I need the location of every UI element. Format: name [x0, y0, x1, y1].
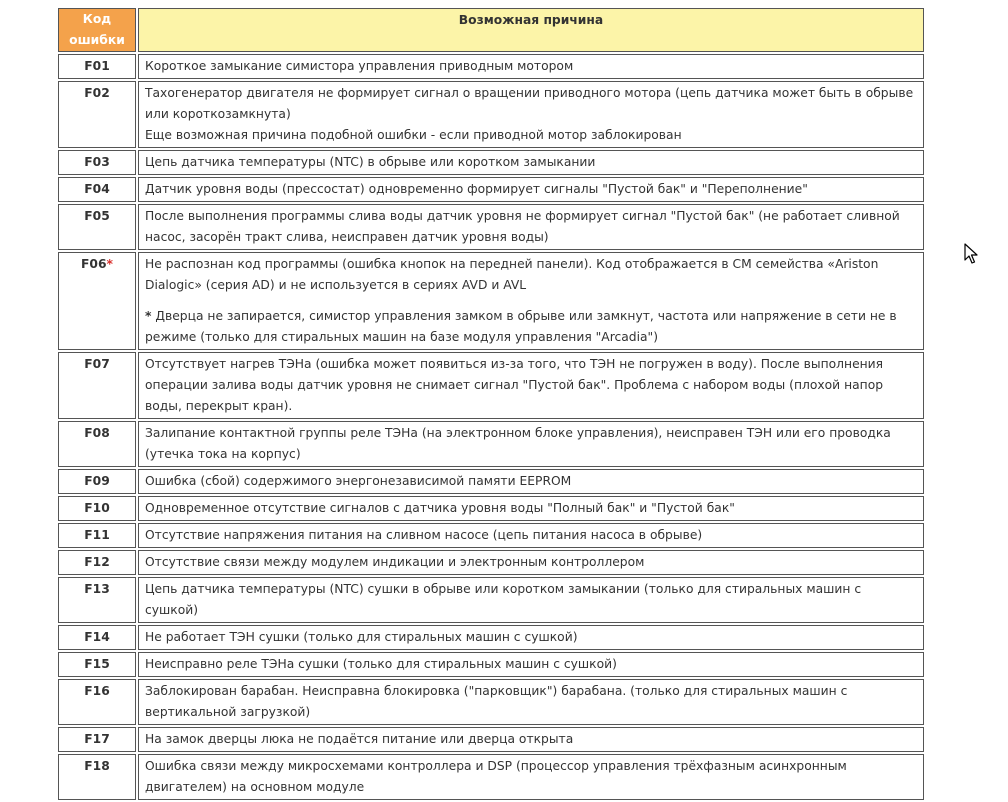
cause-column-header: Возможная причина [138, 8, 924, 52]
table-row [58, 421, 924, 467]
error-code-cell [58, 577, 136, 623]
table-row [58, 352, 924, 419]
footnote-marker: * [145, 309, 152, 323]
table-row [58, 177, 924, 202]
table-body [58, 54, 924, 800]
code-header-line1: Код [82, 12, 112, 26]
cause-text: Не работает ТЭН сушки (только для стиральных машин с сушкой) [145, 630, 578, 644]
cause-text: Отсутствует нагрев ТЭНа (ошибка может появиться из-за того, что ТЭН не погружен в воду). После выполнения операции залива воды датчик уровня не снимает сигнал "Пустой бак". Проблема с набором воды (плохой напор воды, перекрыт кран). [145, 357, 884, 413]
error-code: F02 [84, 86, 110, 100]
error-code-cell [58, 204, 136, 250]
footnote-star: * [106, 257, 113, 271]
error-code-cell [58, 177, 136, 202]
error-cause-cell [138, 577, 924, 623]
table-row [58, 754, 924, 800]
footnote-body: Дверца не запирается, симистор управления замком в обрыве или замкнут, частота или напряжение в сети не в режиме (только для стиральных машин на базе модуля управления "Arcadia") [145, 309, 897, 344]
error-code: F09 [84, 474, 110, 488]
error-cause-cell [138, 496, 924, 521]
error-code-cell [58, 550, 136, 575]
error-code-cell [58, 679, 136, 725]
table-row [58, 496, 924, 521]
error-code-cell [58, 252, 136, 350]
cause-text: Одновременное отсутствие сигналов с датчика уровня воды "Полный бак" и "Пустой бак" [145, 501, 735, 515]
error-code: F10 [84, 501, 110, 515]
error-cause-cell [138, 652, 924, 677]
error-code: F04 [84, 182, 110, 196]
cause-text: Цепь датчика температуры (NTC) сушки в обрыве или коротком замыкании (только для стиральных машин с сушкой) [145, 582, 862, 617]
error-code-cell [58, 150, 136, 175]
error-code-cell [58, 727, 136, 752]
cause-text: Неисправно реле ТЭНа сушки (только для стиральных машин с сушкой) [145, 657, 617, 671]
error-code: F05 [84, 209, 110, 223]
error-code-cell [58, 421, 136, 467]
error-cause-cell [138, 177, 924, 202]
error-code-cell [58, 754, 136, 800]
error-code-cell [58, 352, 136, 419]
error-code-cell [58, 81, 136, 148]
error-code: F15 [84, 657, 110, 671]
error-cause-cell [138, 81, 924, 148]
table-row [58, 204, 924, 250]
error-code: F18 [84, 759, 110, 773]
error-code: F16 [84, 684, 110, 698]
cause-text: Ошибка (сбой) содержимого энергонезависимой памяти EEPROM [145, 474, 572, 488]
table-row [58, 577, 924, 623]
cause-text: Тахогенератор двигателя не формирует сигнал о вращении приводного мотора (цепь датчика может быть в обрыве или короткозамкнута) [145, 86, 914, 121]
table-row [58, 679, 924, 725]
cause-text: Короткое замыкание симистора управления приводным мотором [145, 59, 574, 73]
table-row [58, 727, 924, 752]
error-cause-cell [138, 150, 924, 175]
error-cause-cell [138, 625, 924, 650]
table-row [58, 523, 924, 548]
table-row [58, 81, 924, 148]
table-row [58, 550, 924, 575]
cause-text: Отсутствие напряжения питания на сливном насосе (цепь питания насоса в обрыве) [145, 528, 703, 542]
error-cause-cell [138, 54, 924, 79]
cause-text: Ошибка связи между микросхемами контроллера и DSP (процессор управления трёхфазным асинхронным двигателем) на основном модуле [145, 759, 847, 794]
error-cause-cell [138, 469, 924, 494]
cause-text: Не распознан код программы (ошибка кнопок на передней панели). Код отображается в СМ семейства «Ariston Dialogic» (серия AD) и не используется в сериях AVD и AVL [145, 257, 879, 292]
error-code-cell [58, 54, 136, 79]
error-codes-table [56, 6, 926, 802]
mouse-pointer-icon [964, 243, 978, 265]
cause-text: Датчик уровня воды (прессостат) одновременно формирует сигналы "Пустой бак" и "Переполнение" [145, 182, 808, 196]
cause-text: На замок дверцы люка не подаётся питание или дверца открыта [145, 732, 574, 746]
error-code-cell [58, 496, 136, 521]
table-row [58, 252, 924, 350]
table-row [58, 469, 924, 494]
footnote-text [145, 306, 917, 348]
error-code: F07 [84, 357, 110, 371]
code-header-line2: ошибки [69, 33, 125, 47]
error-code-cell [58, 652, 136, 677]
table-row [58, 54, 924, 79]
error-cause-cell [138, 727, 924, 752]
error-cause-cell [138, 550, 924, 575]
table-row [58, 652, 924, 677]
table-header-row [58, 8, 924, 52]
error-code-cell [58, 469, 136, 494]
error-code: F12 [84, 555, 110, 569]
error-code: F11 [84, 528, 110, 542]
error-cause-cell [138, 679, 924, 725]
cause-text: После выполнения программы слива воды датчик уровня не формирует сигнал "Пустой бак" (не работает сливной насос, засорён тракт слива, неисправен датчик уровня воды) [145, 209, 900, 244]
code-column-header [58, 8, 136, 52]
error-cause-cell [138, 252, 924, 350]
table-row [58, 150, 924, 175]
cause-text: Цепь датчика температуры (NTC) в обрыве или коротком замыкании [145, 155, 596, 169]
error-cause-cell [138, 204, 924, 250]
error-cause-cell [138, 421, 924, 467]
cause-text: Еще возможная причина подобной ошибки - если приводной мотор заблокирован [145, 128, 682, 142]
table-row [58, 625, 924, 650]
error-code: F17 [84, 732, 110, 746]
error-cause-cell [138, 754, 924, 800]
error-code: F14 [84, 630, 110, 644]
error-code: F13 [84, 582, 110, 596]
error-code-cell [58, 625, 136, 650]
cause-text: Отсутствие связи между модулем индикации и электронным контроллером [145, 555, 645, 569]
cause-text: Заблокирован барабан. Неисправна блокировка ("парковщик") барабана. (только для стиральных машин с вертикальной загрузкой) [145, 684, 848, 719]
error-code-cell [58, 523, 136, 548]
error-cause-cell [138, 523, 924, 548]
error-cause-cell [138, 352, 924, 419]
cause-text: Залипание контактной группы реле ТЭНа (на электронном блоке управления), неисправен ТЭН или его проводка (утечка тока на корпус) [145, 426, 891, 461]
error-code: F06 [81, 257, 107, 271]
error-code: F03 [84, 155, 110, 169]
error-code: F08 [84, 426, 110, 440]
error-code: F01 [84, 59, 110, 73]
